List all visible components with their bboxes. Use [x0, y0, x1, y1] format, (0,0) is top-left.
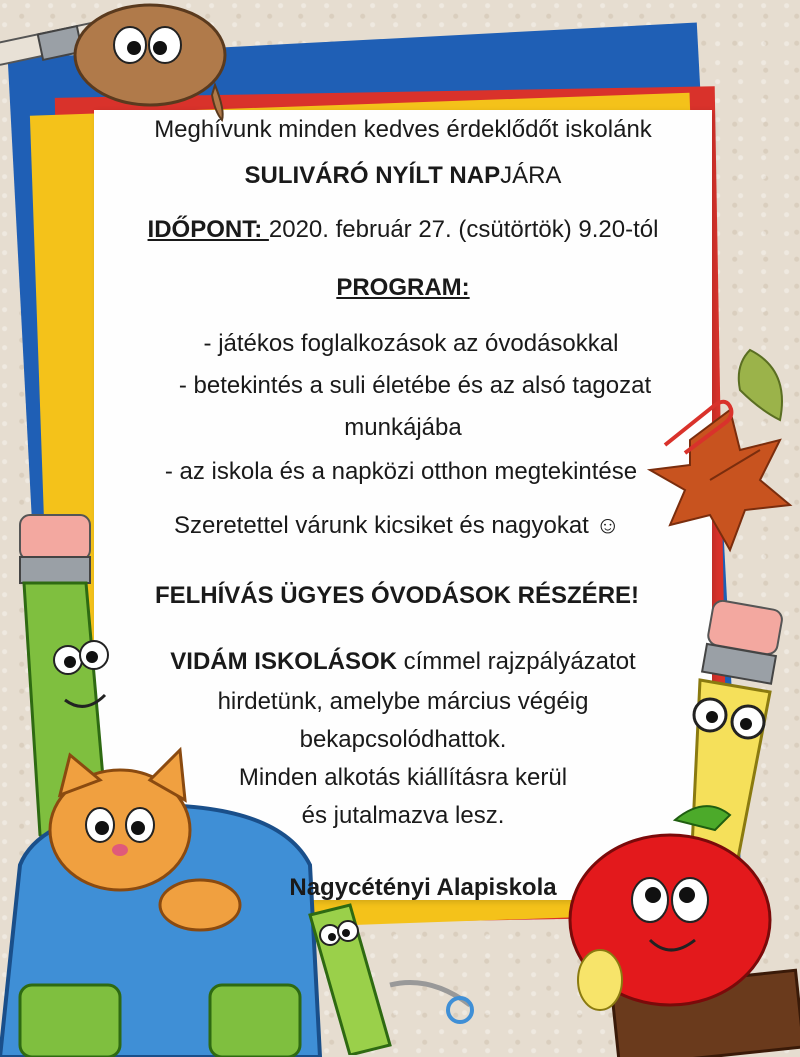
greeting-line: Szeretettel várunk kicsiket és nagyokat ☺ — [173, 512, 621, 539]
school-signature: Nagycétényi Alapiskola — [289, 874, 557, 901]
event-title-bold: SULIVÁRÓ NYÍLT NAP — [244, 162, 501, 189]
contest-name: VIDÁM ISKOLÁSOK — [170, 648, 397, 675]
announcement-line: bekapcsolódhattok. — [299, 726, 507, 753]
program-heading: PROGRAM: — [336, 274, 470, 301]
announcement-line: hirdetünk, amelybe március végéig — [217, 688, 589, 715]
program-item: munkájába — [344, 414, 462, 441]
time-label: IDŐPONT: — [147, 216, 269, 243]
announcement-line: és jutalmazva lesz. — [301, 802, 505, 829]
event-time — [94, 214, 712, 245]
program-item: - az iskola és a napközi otthon megtekintése — [164, 458, 638, 485]
program-item: - játékos foglalkozások az óvodásokkal — [203, 330, 619, 357]
announcement-heading: FELHÍVÁS ÜGYES ÓVODÁSOK RÉSZÉRE! — [154, 582, 640, 609]
ruler-mascot-icon — [300, 895, 480, 1055]
announcement-line: Minden alkotás kiállításra kerül — [238, 764, 568, 791]
program-item: - betekintés a suli életébe és az alsó tagozat — [178, 372, 652, 399]
time-value: 2020. február 27. (csütörtök) 9.20-tól — [268, 216, 659, 243]
event-title-suffix: JÁRA — [500, 162, 562, 189]
invitation-line: Meghívunk minden kedves érdeklődőt iskolánk — [154, 116, 652, 143]
autumn-leaves-icon — [640, 330, 800, 580]
event-title — [94, 160, 712, 191]
announcement-line: VIDÁM ISKOLÁSOK címmel rajzpályázatot — [170, 648, 636, 675]
